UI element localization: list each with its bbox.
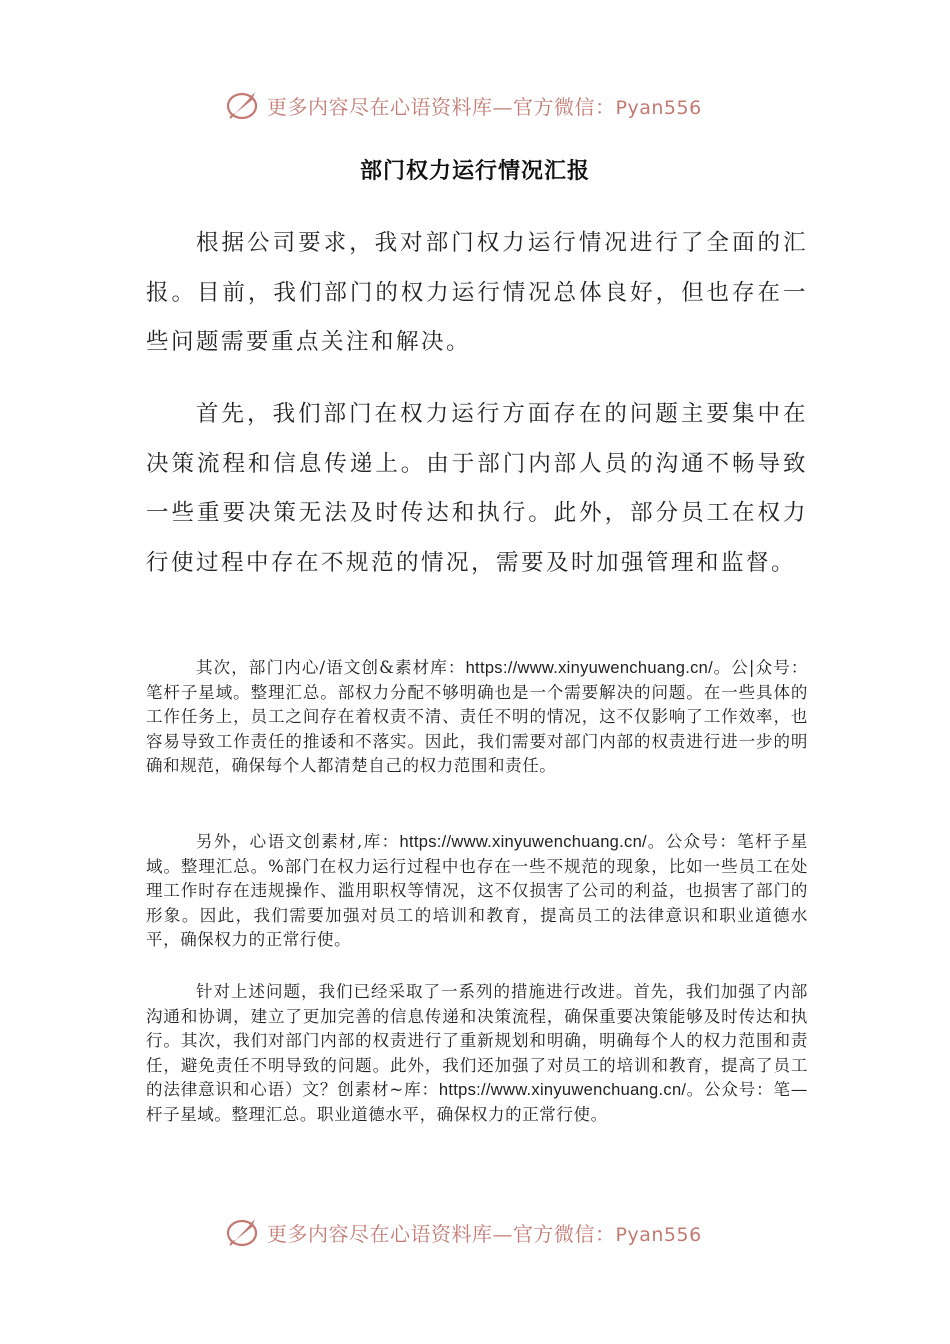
footer-watermark-banner [225,1211,745,1253]
paragraph-intro: 根据公司要求，我对部门权力运行情况进行了全面的汇报。目前，我们部门的权力运行情况总体良好，但也存在一些问题需要重点关注和解决。 [146,230,808,355]
paragraph-other-issue [146,830,808,953]
banner-wechat-id: Pyan556 [615,96,702,119]
paragraph-text: 其次，部门内心/语文创&素材库： [196,658,466,677]
url-link[interactable]: https://www.xinyuwenchuang.cn/ [438,1081,687,1099]
paragraph-text: 另外，心语文创素材,库： [196,832,400,851]
paragraph-measures [146,980,808,1127]
banner-label: 更多内容尽在心语资料库—官方微信： [267,1221,616,1246]
header-watermark-banner [225,84,745,126]
paragraph-text: 。公众号：笔—杆子星域。整理汇总。职业道德水平，确保权力的正常行使。 [146,1080,808,1124]
paragraph-text: 针对上述问题，我们已经采取了一系列的措施进行改进。首先，我们加强了内部沟通和协调，建立了更加完善的信息传递和决策流程，确保重要决策能够及时传达和执行。其次，我们对部门内部的权责进行了重新规划和明确，明确每个人的权力范围和责任，避免责任不明导致的问题。此外，我们还加强了对员工的培训和教育，提高了员工的法律意识和心语）文？创素材~库： [146,982,808,1099]
banner-text [267,91,702,120]
banner-wechat-id: Pyan556 [615,1223,702,1246]
paragraph-first-issue: 首先，我们部门在权力运行方面存在的问题主要集中在决策流程和信息传递上。由于部门内部人员的沟通不畅导致一些重要决策无法及时传达和执行。此外，部分员工在权力行使过程中存在不规范的情况，需要及时加强管理和监督。 [146,401,808,576]
url-link[interactable]: https://www.xinyuwenchuang.cn/ [465,659,714,677]
paragraph-text: 。公|众号：笔杆子星域。整理汇总。部权力分配不够明确也是一个需要解决的问题。在一些具体的工作任务上，员工之间存在着权责不清、责任不明的情况，这不仅影响了工作效率，也容易导致工作责任的推诿和不落实。因此，我们需要对部门内部的权责进行进一步的明确和规范，确保每个人都清楚自己的权力范围和责任。 [146,658,808,775]
paragraph-text: 。公众号：笔杆子星域。整理汇总。%部门在权力运行过程中也存在一些不规范的现象，比如一些员工在处理工作时存在违规操作、滥用职权等情况，这不仅损害了公司的利益，也损害了部门的形象。因此，我们需要加强对员工的培训和教育，提高员工的法律意识和职业道德水平，确保权力的正常行使。 [146,832,808,949]
quill-pen-logo-icon [225,87,261,123]
document-title: 部门权力运行情况汇报 [359,159,590,184]
banner-label: 更多内容尽在心语资料库—官方微信： [267,94,616,119]
url-link[interactable]: https://www.xinyuwenchuang.cn/ [399,833,647,851]
quill-pen-logo-icon [225,1214,261,1250]
paragraph-second-issue [146,656,808,779]
banner-text [267,1218,702,1247]
